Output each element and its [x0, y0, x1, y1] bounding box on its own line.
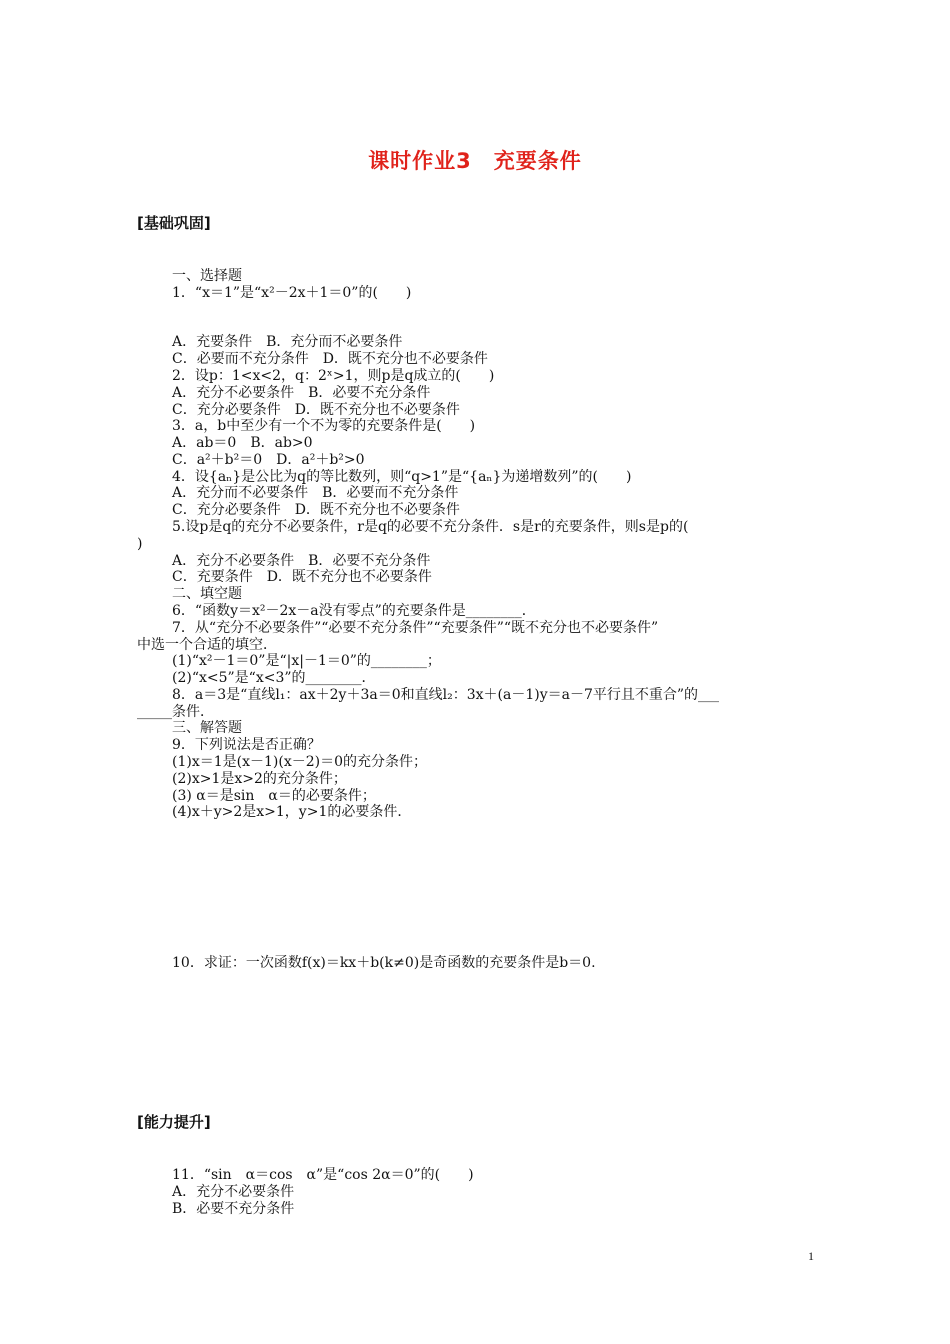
- text-line: 二、填空题: [172, 586, 242, 602]
- text-line: A．充要条件 B．充分而不必要条件: [172, 334, 403, 350]
- text-line: (1)x＝1是(x－1)(x－2)＝0的充分条件；: [172, 754, 427, 770]
- text-line: A．充分不必要条件 B．必要不充分条件: [172, 553, 431, 569]
- text-line: 1．“x＝1”是“x²－2x＋1＝0”的( ): [172, 285, 412, 301]
- text-line: A．充分而不必要条件 B．必要而不充分条件: [172, 485, 459, 501]
- text-line: (2)“x<5”是“x<3”的________．: [172, 670, 376, 686]
- text-line: (3) α＝是sin α＝的必要条件；: [172, 788, 376, 804]
- text-line: 3．a，b中至少有一个不为零的充要条件是( ): [172, 418, 476, 434]
- text-line: 中选一个合适的填空．: [137, 637, 277, 653]
- text-line: 9．下列说法是否正确？: [172, 737, 321, 753]
- text-line: 三、解答题: [172, 720, 242, 736]
- text-line: C．充分必要条件 D．既不充分也不必要条件: [172, 402, 460, 418]
- text-line: B．必要不充分条件: [172, 1201, 295, 1217]
- page-title: 课时作业3 充要条件: [368, 149, 582, 173]
- text-line: (1)“x²－1＝0”是“|x|－1＝0”的________；: [172, 653, 441, 669]
- text-line: A．充分不必要条件: [172, 1184, 295, 1200]
- text-line: _____条件．: [137, 704, 214, 720]
- text-line: A．充分不必要条件 B．必要不充分条件: [172, 385, 431, 401]
- text-line: C．a²＋b²＝0 D．a²＋b²>0: [172, 452, 365, 468]
- section-heading-basic: [基础巩固]: [137, 214, 211, 232]
- text-line: 11．“sin α＝cos α”是“cos 2α＝0”的( ): [172, 1167, 474, 1183]
- text-line: ): [137, 536, 143, 552]
- text-line: C．充要条件 D．既不充分也不必要条件: [172, 569, 432, 585]
- text-line: 6．“函数y＝x²－2x－a没有零点”的充要条件是________．: [172, 603, 536, 619]
- text-line: 5.设p是q的充分不必要条件，r是q的必要不充分条件．s是r的充要条件，则s是p的(: [172, 519, 689, 535]
- page-number: 1: [808, 1249, 814, 1263]
- text-line: 一、选择题: [172, 268, 242, 284]
- section-heading-advanced: [能力提升]: [137, 1113, 211, 1131]
- text-line: 8．a＝3是“直线l₁：ax＋2y＋3a＝0和直线l₂：3x＋(a－1)y＝a－7平行且不重合”的___: [172, 687, 720, 703]
- text-line: C．必要而不充分条件 D．既不充分也不必要条件: [172, 351, 488, 367]
- text-line: 7．从“充分不必要条件”“必要不充分条件”“充要条件”“既不充分也不必要条件”: [172, 620, 659, 636]
- text-line: A．ab＝0 B．ab>0: [172, 435, 313, 451]
- text-line: 2．设p：1<x<2，q：2ˣ>1，则p是q成立的( ): [172, 368, 495, 384]
- text-line: C．充分必要条件 D．既不充分也不必要条件: [172, 502, 460, 518]
- text-line: 10．求证：一次函数f(x)＝kx＋b(k≠0)是奇函数的充要条件是b＝0.: [172, 955, 596, 971]
- text-line: 4．设{aₙ}是公比为q的等比数列，则“q>1”是“{aₙ}为递增数列”的( ): [172, 469, 632, 485]
- text-line: (4)x＋y>2是x>1，y>1的必要条件．: [172, 804, 412, 820]
- text-line: (2)x>1是x>2的充分条件；: [172, 771, 347, 787]
